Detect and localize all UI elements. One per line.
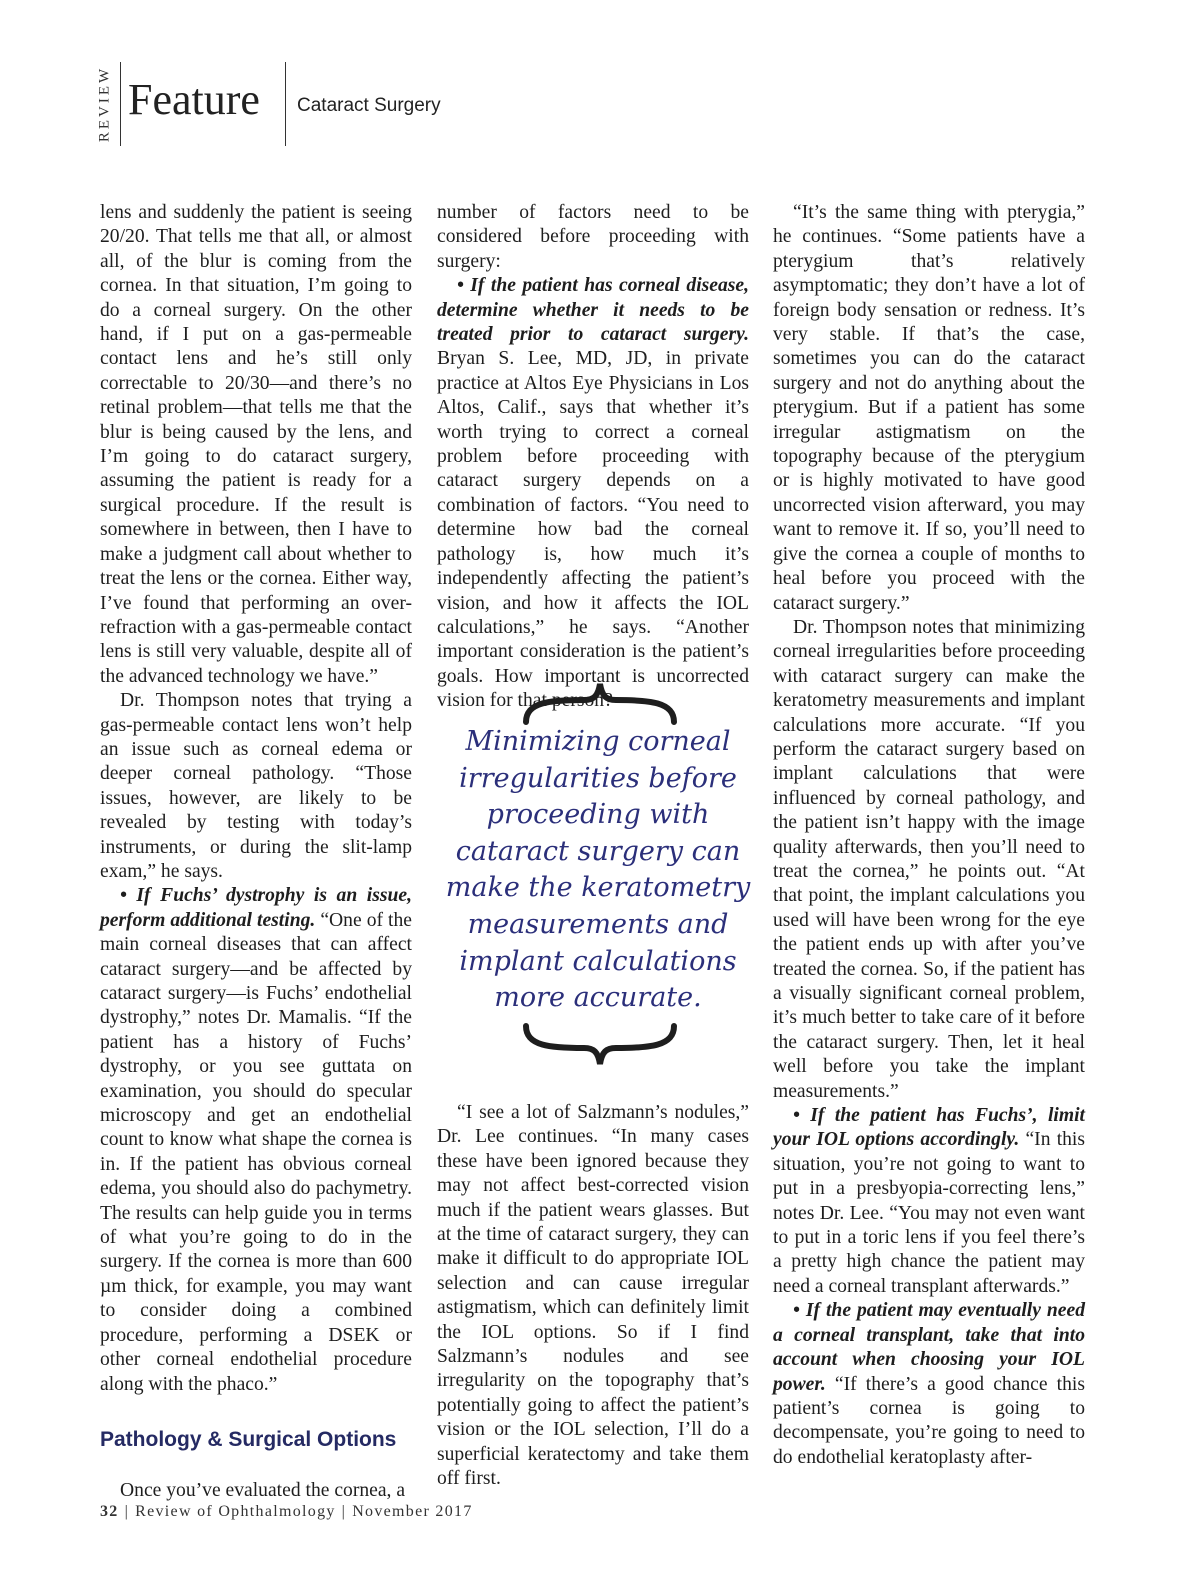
pull-quote: Minimizing corneal irregularities before proceeding with cataract surgery can make the keratometry measurements and implant calculations more accurate. (445, 726, 751, 1014)
article-column-2-top (437, 201, 749, 712)
paragraph: number of factors need to be considered before proceeding with surgery: (437, 202, 749, 272)
bullet-lead: • If the patient may eventually need a corneal transplant, take that into account when choosing your IOL power. (773, 1300, 1085, 1395)
paragraph: Once you’ve evaluated the cornea, a (120, 1479, 406, 1501)
paragraph (437, 274, 749, 713)
topic-label: Cataract Surgery (297, 95, 441, 116)
publication-name: Review of Ophthalmology (135, 1503, 336, 1520)
brace-top-icon (520, 680, 680, 726)
paragraph-text: Bryan S. Lee, MD, JD, in private practice at Altos Eye Physicians in Los Altos, Calif., says that whether it’s worth trying to correct a corneal problem before proceeding with cataract surgery depends on a combination of factors. “You need to determine how bad the corneal pathology is, how much it’s independently affecting the patient’s vision, and how it affects the IOL calculations,” he says. “Another important consideration is the patient’s goals. How important is uncorrected vision for that person? (437, 348, 749, 712)
paragraph: “It’s the same thing with pterygia,” he continues. “Some patients have a pterygium that’s relatively asymptomatic; they don’t have a lot of foreign body sensation or redness. It’s very stable. If that’s the case, sometimes you can do the cataract surgery and not do anything about the pterygium. But if a patient has some irregular astigmatism on the topography because of the pterygium or is highly motivated to have good uncorrected vision afterward, you may want to remove it. If so, you’ll need to give the cornea a couple of months to heal before you proceed with the cataract surgery.” (773, 202, 1085, 614)
paragraph: lens and suddenly the patient is seeing 20/20. That tells me that all, or almost all, of the blur is coming from the cornea. In that situation, I’m going to do a corneal surgery. On the other hand, if I put on a gas-permeable contact lens and he’s still only correctable to 20/30—and there’s no retinal problem—that tells me that the blur is being caused by the lens, and I’m going to do cataract surgery, assuming the patient is ready for a surgical procedure. If the result is somewhere in between, then I have to make a judgment call about whether to treat the lens or the cornea. Either way, I’ve found that performing an over-refraction with a gas-permeable contact lens is still very valuable, despite all of the advanced technology we have.” (100, 202, 412, 687)
issue-date: November 2017 (352, 1503, 473, 1520)
paragraph-text: “If there’s a good chance this patient’s cornea is going to decompensate, you’re going to need to do endothelial keratoplasty after- (773, 1373, 1085, 1468)
paragraph-text: “In this situation, you’re not going to want to put in a presbyopia-correcting lens,” notes Dr. Lee. “You may not even want to put in a toric lens if you feel there’s a pretty high chance the patient may need a corneal transplant afterwards.” (773, 1129, 1085, 1297)
paragraph (100, 884, 412, 1397)
article-column-3 (773, 201, 1085, 1491)
page-footer (100, 1503, 473, 1521)
review-kicker-text: REVIEW (96, 65, 113, 143)
bullet-lead: • If the patient has Fuchs’, limit your IOL options accordingly. (773, 1105, 1085, 1151)
section-title: Feature (128, 75, 260, 124)
paragraph (773, 1104, 1085, 1299)
header-divider (285, 62, 286, 146)
review-kicker (90, 62, 120, 146)
bullet-lead: • If the patient has corneal disease, determine whether it needs to be treated prior to cataract surgery. (437, 275, 749, 346)
footer-separator: | (124, 1503, 130, 1520)
article-column-1 (100, 201, 412, 1501)
brace-bottom-icon (520, 1022, 680, 1068)
paragraph: Dr. Thompson notes that minimizing corneal irregularities before proceeding with cataract surgery can make the keratometry measurements and implant calculations more accurate. “If you perform the cataract surgery based on implant calculations that were influenced by corneal pathology, and the patient isn’t happy with the image quality afterwards, then you’ll need to treat the cornea,” he points out. “At that point, the implant calculations you used will have been wrong for the eye the patient ends up with after you’ve treated the cornea. So, if the patient has a visually significant corneal problem, it’s much better to take care of it before the cataract surgery. Then, let it heal well before you take the implant measurements.” (773, 616, 1085, 1102)
paragraph (773, 1299, 1085, 1470)
paragraph: Dr. Thompson notes that trying a gas-permeable contact lens won’t help an issue such as corneal edema or deeper corneal pathology. “Those issues, however, are likely to be revealed by testing with today’s instruments, or during the slit-lamp exam,” he says. (100, 690, 412, 882)
footer-separator: | (341, 1503, 347, 1520)
page-number: 32 (100, 1503, 119, 1520)
paragraph: “I see a lot of Salzmann’s nodules,” Dr. Lee continues. “In many cases these have been ignored because they may not affect best-corrected vision much if the patient wears glasses. But at the time of cataract surgery, they can make it difficult to do appropriate IOL selection and can cause irregular astigmatism, which can definitely limit the IOL options. So if I find Salzmann’s nodules and see irregularity on the topography that’s potentially going to affect the patient’s vision or the IOL selection, I’ll do a superficial keratectomy and take them off first. (437, 1102, 749, 1490)
article-column-2-bottom (437, 1101, 749, 1501)
header-divider (120, 62, 121, 146)
section-subhead: Pathology & Surgical Options (100, 1427, 397, 1451)
paragraph-text: “One of the main corneal diseases that can affect cataract surgery—and be affected by cataract surgery—is Fuchs’ endothelial dystrophy,” notes Dr. Mamalis. “If the patient has a history of Fuchs’ dystrophy, or you see guttata on examination, you should do specular microscopy and get an endothelial count to know what shape the cornea is in. If the patient has obvious corneal edema, you should also do pachymetry. The results can help guide you in terms of what you’re going to do in the surgery. If the cornea is more than 600 µm thick, for example, you may want to consider doing a combined procedure, performing a DSEK or other corneal endothelial procedure along with the phaco.” (100, 909, 412, 1395)
bullet-lead: • If Fuchs’ dystrophy is an issue, perform additional testing. (100, 885, 412, 931)
